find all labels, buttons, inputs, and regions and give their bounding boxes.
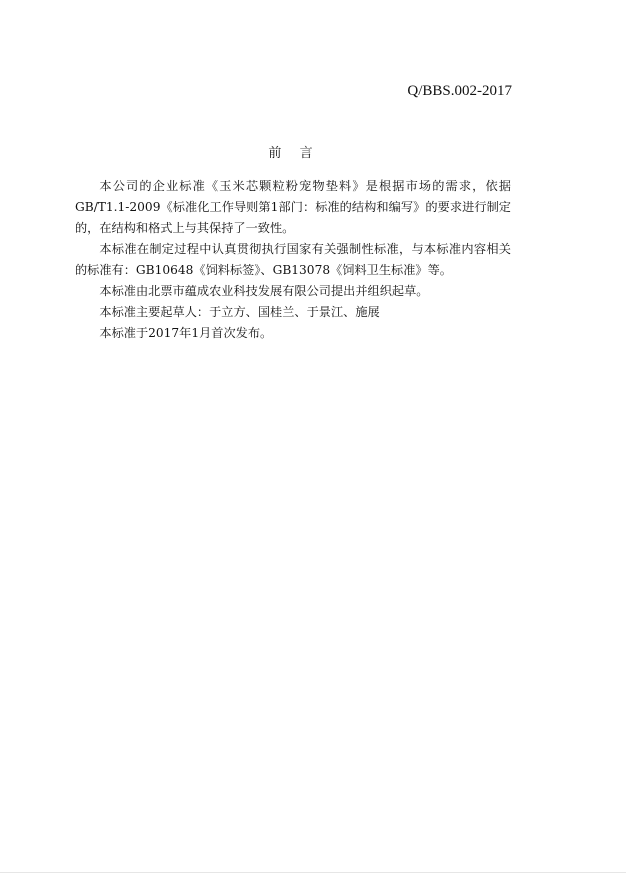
paragraph-standard-basis: 本公司的企业标准《玉米芯颗粒粉宠物垫料》是根据市场的需求，依据GB/T1.1-2009《标准化工作导则第1部门：标准的结构和编写》的要求进行制定的，在结构和格式上与其保持了一致性。 [75,179,511,235]
standard-code: Q/BBS.002-2017 [407,83,512,99]
paragraph-release-date: 本标准于2017年1月首次发布。 [99,326,273,340]
foreword-title: 前言 [268,146,331,161]
paragraph-drafters: 本标准主要起草人：于立方、国桂兰、于景江、施展 [99,305,380,319]
page-bottom-divider [0,872,626,873]
paragraph-proposer: 本标准由北票市蕴成农业科技发展有限公司提出并组织起草。 [99,284,429,298]
paragraph-related-standards: 本标准在制定过程中认真贯彻执行国家有关强制性标准，与本标准内容相关的标准有：GB10648《饲料标签》、GB13078《饲料卫生标准》等。 [75,242,511,277]
foreword-body [75,176,511,344]
